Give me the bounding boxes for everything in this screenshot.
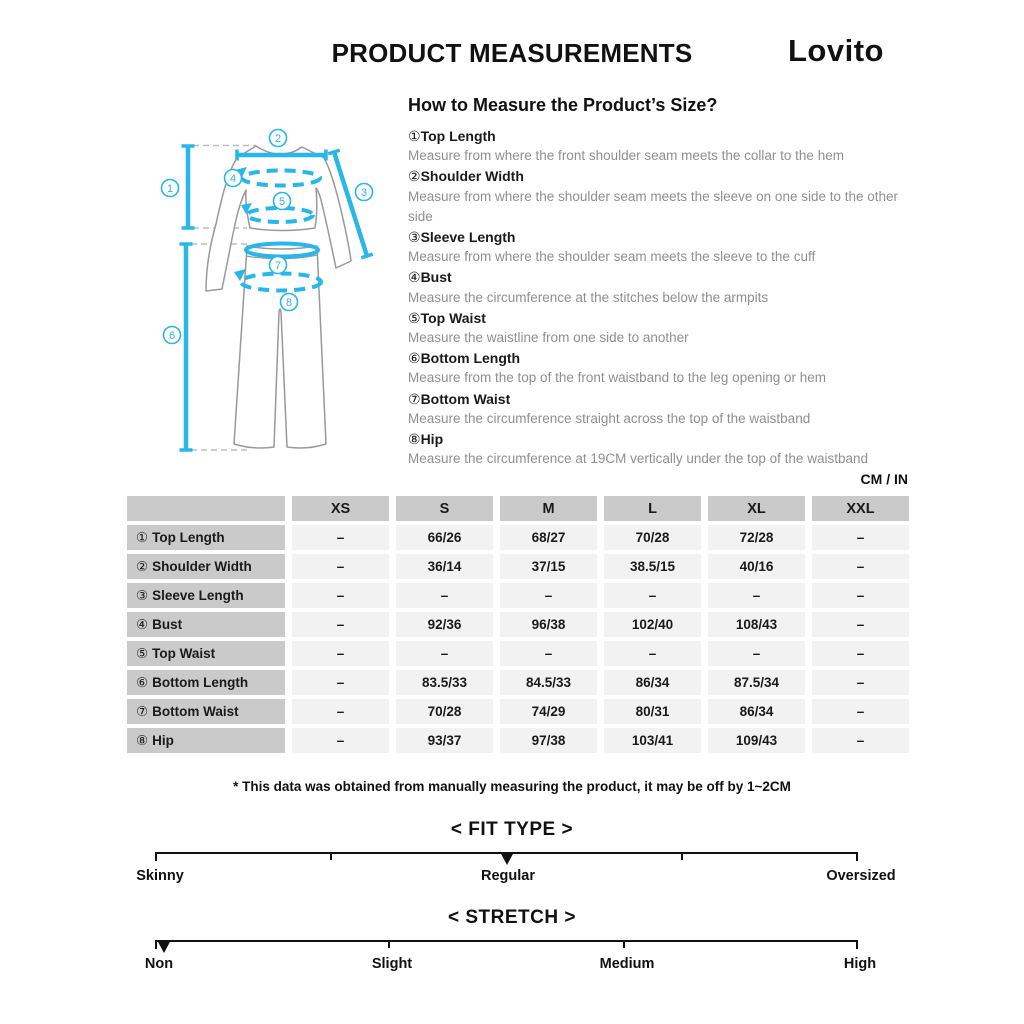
table-cell: –	[500, 583, 597, 608]
disclaimer-note: * This data was obtained from manually measuring the product, it may be off by 1~2CM	[233, 779, 791, 794]
how-to-title: How to Measure the Product’s Size?	[408, 95, 718, 115]
table-cell: –	[500, 641, 597, 666]
instruction-num: ③	[408, 229, 421, 246]
table-cell: –	[812, 699, 909, 724]
instruction-desc: Measure from the top of the front waistband to the leg opening or hem	[408, 370, 826, 386]
fit-label-oversized: Oversized	[826, 868, 896, 884]
instruction-num: ⑥	[408, 350, 421, 367]
fit-label-skinny: Skinny	[136, 868, 184, 884]
table-corner-cell	[127, 496, 285, 521]
instruction-item	[408, 308, 910, 348]
table-cell: 103/41	[604, 728, 701, 753]
instruction-label: Top Waist	[420, 309, 486, 326]
stretch-scale-tick-2	[623, 940, 625, 948]
table-cell: –	[292, 670, 389, 695]
row-header: ⑤ Top Waist	[127, 641, 285, 666]
stretch-scale-tick-1	[388, 940, 390, 948]
table-cell: 80/31	[604, 699, 701, 724]
stretch-label-slight: Slight	[371, 956, 413, 972]
measurement-diagram	[140, 118, 450, 478]
table-cell: –	[396, 583, 493, 608]
row-header: ⑧ Hip	[127, 728, 285, 753]
column-header: M	[500, 496, 597, 521]
table-cell: 84.5/33	[500, 670, 597, 695]
callout-4: 4	[229, 173, 237, 185]
table-cell: –	[708, 583, 805, 608]
table-cell: –	[812, 525, 909, 550]
row-header: ③ Sleeve Length	[127, 583, 285, 608]
table-cell: 92/36	[396, 612, 493, 637]
page-title: PRODUCT MEASUREMENTS	[331, 38, 693, 68]
table-cell: 93/37	[396, 728, 493, 753]
table-cell: 66/26	[396, 525, 493, 550]
callout-2: 2	[274, 133, 282, 145]
instruction-item	[408, 267, 910, 307]
how-to-section	[408, 95, 910, 469]
instruction-num: ⑧	[408, 431, 421, 448]
column-header: XS	[292, 496, 389, 521]
fit-type-title: < FIT TYPE >	[450, 819, 574, 840]
instruction-label: Bottom Length	[420, 350, 521, 367]
row-header: ④ Bust	[127, 612, 285, 637]
instruction-num: ⑤	[408, 309, 421, 326]
instruction-desc: Measure from where the front shoulder seam meets the collar to the hem	[408, 148, 844, 164]
table-cell: 86/34	[708, 699, 805, 724]
instruction-item	[408, 126, 910, 166]
column-header: S	[396, 496, 493, 521]
instruction-desc: Measure the circumference straight across the top of the waistband	[408, 410, 811, 426]
fit-scale-tick-2	[681, 852, 683, 860]
fit-label-regular: Regular	[481, 868, 535, 884]
table-cell: –	[292, 612, 389, 637]
table-cell: 68/27	[500, 525, 597, 550]
callout-3: 3	[360, 187, 368, 199]
instruction-item	[408, 227, 910, 267]
instruction-num: ⑦	[408, 390, 421, 407]
callout-5: 5	[278, 196, 286, 208]
instruction-label: Hip	[420, 431, 444, 448]
table-cell: 70/28	[396, 699, 493, 724]
instruction-item	[408, 348, 910, 388]
fit-type-scale	[155, 852, 858, 854]
table-cell: –	[396, 641, 493, 666]
table-cell: –	[292, 641, 389, 666]
column-header: L	[604, 496, 701, 521]
table-cell: –	[292, 525, 389, 550]
table-cell: –	[292, 583, 389, 608]
unit-note: CM / IN	[860, 471, 908, 487]
callout-6: 6	[168, 330, 176, 342]
table-cell: –	[292, 699, 389, 724]
table-cell: 109/43	[708, 728, 805, 753]
callout-8: 8	[285, 297, 293, 309]
table-cell: 40/16	[708, 554, 805, 579]
instruction-label: Bust	[420, 269, 452, 286]
table-cell: –	[812, 554, 909, 579]
size-table	[127, 496, 909, 753]
table-cell: 70/28	[604, 525, 701, 550]
stretch-label-medium: Medium	[599, 956, 655, 972]
instruction-label: Sleeve Length	[420, 229, 516, 246]
table-cell: 38.5/15	[604, 554, 701, 579]
instruction-num: ④	[408, 269, 421, 286]
instruction-label: Shoulder Width	[420, 168, 524, 185]
instruction-label: Top Length	[420, 128, 496, 144]
instruction-num: ①	[408, 128, 421, 144]
instruction-desc: Measure from where the shoulder seam meets the sleeve on one side to the other side	[408, 188, 899, 224]
instruction-desc: Measure from where the shoulder seam meets the sleeve to the cuff	[408, 249, 816, 265]
column-header: XXL	[812, 496, 909, 521]
table-cell: 83.5/33	[396, 670, 493, 695]
table-cell: –	[812, 670, 909, 695]
instruction-desc: Measure the circumference at the stitches below the armpits	[408, 289, 769, 305]
instruction-label: Bottom Waist	[420, 390, 511, 407]
callout-1: 1	[166, 183, 174, 195]
table-cell: –	[812, 728, 909, 753]
table-cell: 96/38	[500, 612, 597, 637]
table-cell: 87.5/34	[708, 670, 805, 695]
row-header: ② Shoulder Width	[127, 554, 285, 579]
instruction-desc: Measure the waistline from one side to another	[408, 330, 689, 346]
table-cell: –	[292, 554, 389, 579]
table-cell: 37/15	[500, 554, 597, 579]
stretch-scale-right-cap	[856, 940, 858, 949]
row-header: ⑦ Bottom Waist	[127, 699, 285, 724]
stretch-label-non: Non	[144, 956, 174, 972]
callout-7: 7	[274, 260, 282, 272]
table-cell: 72/28	[708, 525, 805, 550]
stretch-label-high: High	[843, 956, 877, 972]
instruction-item	[408, 166, 910, 227]
fit-scale-left-cap	[155, 852, 157, 861]
fit-scale-right-cap	[856, 852, 858, 861]
fit-scale-tick-1	[330, 852, 332, 860]
instruction-desc: Measure the circumference at 19CM vertically under the top of the waistband	[408, 451, 868, 467]
table-cell: 102/40	[604, 612, 701, 637]
column-header: XL	[708, 496, 805, 521]
table-cell: 36/14	[396, 554, 493, 579]
table-cell: 74/29	[500, 699, 597, 724]
stretch-scale	[155, 940, 858, 942]
stretch-title: < STRETCH >	[448, 907, 576, 928]
fit-type-marker-triangle	[500, 852, 514, 865]
table-cell: –	[708, 641, 805, 666]
instruction-item	[408, 429, 910, 469]
row-header: ① Top Length	[127, 525, 285, 550]
table-cell: –	[604, 641, 701, 666]
table-cell: 86/34	[604, 670, 701, 695]
table-cell: 97/38	[500, 728, 597, 753]
instruction-num: ②	[408, 168, 421, 185]
table-cell: –	[292, 728, 389, 753]
table-cell: –	[812, 583, 909, 608]
brand-logo: Lovito	[788, 33, 884, 68]
table-cell: –	[812, 612, 909, 637]
stretch-marker-triangle	[157, 940, 171, 953]
table-cell: 108/43	[708, 612, 805, 637]
table-cell: –	[604, 583, 701, 608]
table-cell: –	[812, 641, 909, 666]
instruction-item	[408, 389, 910, 429]
row-header: ⑥ Bottom Length	[127, 670, 285, 695]
